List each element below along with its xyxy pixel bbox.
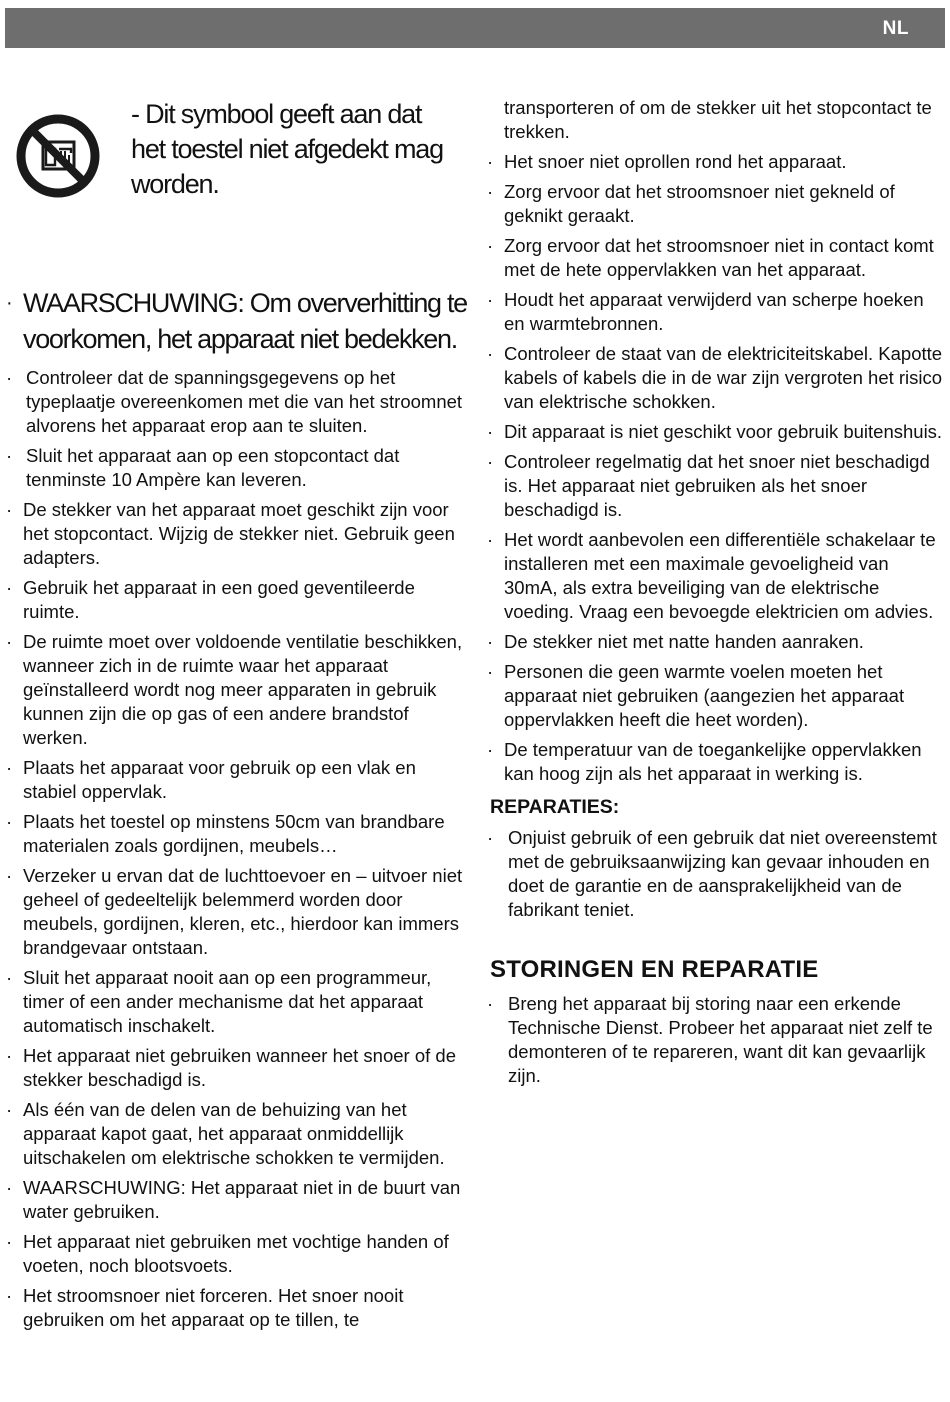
bullet: · [487, 343, 494, 364]
list-item-text: De temperatuur van de toegankelijke oppervlakken kan hoog zijn als het apparaat in werking is. [504, 739, 922, 784]
right-column [488, 96, 943, 1094]
list-item [488, 738, 943, 786]
list-item-text: Onjuist gebruik of een gebruik dat niet overeenstemt met de gebruiksaanwijzing kan gevaar inhouden en doet de garantie en de aansprakelijkheid van de fabrikant teniet. [508, 827, 937, 920]
bullet: · [6, 1099, 13, 1120]
bullet: · [6, 865, 13, 886]
list-item [7, 1098, 467, 1170]
section-title: STORINGEN EN REPARATIE [490, 956, 819, 983]
list-item-text: Het snoer niet oprollen rond het apparaat. [504, 151, 847, 172]
list-item [488, 180, 943, 228]
troubleshooting-list [488, 992, 943, 1088]
list-item-text: Als één van de delen van de behuizing van het apparaat kapot gaat, het apparaat onmiddellijk uitschakelen om elektrische schokken te vermijden. [23, 1099, 445, 1168]
left-column [7, 97, 467, 1338]
list-item [7, 444, 467, 492]
symbol-description: - Dit symbool geeft aan dat het toestel niet afgedekt mag worden. [131, 99, 443, 199]
list-item-text: Breng het apparaat bij storing naar een erkende Technische Dienst. Probeer het apparaat niet zelf te demonteren of te repareren, want dit kan gevaarlijk zijn. [508, 993, 933, 1086]
list-item [488, 450, 943, 522]
left-safety-list [7, 366, 467, 1332]
list-item-text: Verzeker u ervan dat de luchttoevoer en – uitvoer niet geheel of gedeeltelijk belemmerd worden door meubels, gordijnen, kleren, etc., hierdoor kan immers brandgevaar ontstaan. [23, 865, 463, 958]
list-item [7, 810, 467, 858]
list-item-text: Het stroomsnoer niet forceren. Het snoer nooit gebruiken om het apparaat op te tillen, te [23, 1285, 404, 1330]
list-item [7, 498, 467, 570]
list-item-text: Controleer dat de spanningsgegevens op het typeplaatje overeenkomen met die van het stroomnet alvorens het apparaat erop aan te sluiten. [26, 367, 463, 436]
list-item [7, 1284, 467, 1332]
list-item [488, 288, 943, 336]
list-item [488, 234, 943, 282]
list-item-text: De ruimte moet over voldoende ventilatie beschikken, wanneer zich in de ruimte waar het apparaat geïnstalleerd wordt nog meer apparaten in gebruik kunnen zijn die op gas of een andere brandstof werken. [23, 631, 463, 748]
header-bar [5, 8, 945, 48]
bullet: · [487, 529, 494, 550]
list-item-text: Houdt het apparaat verwijderd van scherpe hoeken en warmtebronnen. [504, 289, 924, 334]
overheating-warning [7, 285, 467, 357]
list-item [7, 756, 467, 804]
bullet: · [6, 967, 13, 988]
warning-text: WAARSCHUWING: Om oververhitting te voorkomen, het apparaat niet bedekken. [23, 288, 467, 354]
bullet: · [6, 811, 13, 832]
list-item [488, 342, 943, 414]
no-cover-icon [15, 113, 101, 199]
list-item [488, 992, 943, 1088]
list-item-text: Het wordt aanbevolen een differentiële schakelaar te installeren met een maximale gevoeligheid van 30mA, als extra beveiliging van de elektrische voeding. Vraag een bevoegde elektricien om advies. [504, 529, 936, 622]
list-item-text: De stekker van het apparaat moet geschikt zijn voor het stopcontact. Wijzig de stekker niet. Gebruik geen adapters. [23, 499, 455, 568]
list-item [488, 528, 943, 624]
bullet: · [487, 151, 494, 172]
bullet: · [6, 1285, 13, 1306]
list-item [7, 1176, 467, 1224]
bullet: · [487, 993, 494, 1014]
bullet: · [6, 292, 12, 314]
list-item [7, 366, 467, 438]
bullet: · [487, 661, 494, 682]
bullet: · [487, 289, 494, 310]
continued-text: transporteren of om de stekker uit het stopcontact te trekken. [504, 97, 932, 142]
list-item [7, 1230, 467, 1278]
list-item-text: Dit apparaat is niet geschikt voor gebruik buitenshuis. [504, 421, 943, 442]
bullet: · [487, 739, 494, 760]
bullet: · [6, 1177, 13, 1198]
list-item [488, 630, 943, 654]
list-item-text: Controleer de staat van de elektriciteitskabel. Kapotte kabels of kabels die in de war zijn vergroten het risico van elektrische schokken. [504, 343, 943, 412]
list-item [7, 630, 467, 750]
repairs-heading: REPARATIES: [490, 796, 620, 818]
bullet: · [6, 577, 13, 598]
repairs-list [488, 826, 943, 922]
list-item-text: Het apparaat niet gebruiken wanneer het snoer of de stekker beschadigd is. [23, 1045, 456, 1090]
list-item [488, 150, 943, 174]
list-item-text: Plaats het toestel op minstens 50cm van brandbare materialen zoals gordijnen, meubels… [23, 811, 445, 856]
list-item-text: Controleer regelmatig dat het snoer niet beschadigd is. Het apparaat niet gebruiken als het snoer beschadigd is. [504, 451, 930, 520]
list-item-text: Het apparaat niet gebruiken met vochtige handen of voeten, noch blootsvoets. [23, 1231, 449, 1276]
list-item-text: Sluit het apparaat nooit aan op een programmeur, timer of een ander mechanisme dat het apparaat automatisch inschakelt. [23, 967, 432, 1036]
list-item-text: Gebruik het apparaat in een goed geventileerde ruimte. [23, 577, 415, 622]
right-safety-list [488, 150, 943, 786]
list-item-text: Zorg ervoor dat het stroomsnoer niet in contact komt met de hete oppervlakken van het apparaat. [504, 235, 934, 280]
list-item-text: Plaats het apparaat voor gebruik op een vlak en stabiel oppervlak. [23, 757, 416, 802]
symbol-row [7, 97, 467, 285]
bullet: · [6, 445, 13, 466]
bullet: · [487, 235, 494, 256]
list-item [488, 826, 943, 922]
language-label: NL [882, 18, 909, 39]
list-item [7, 1044, 467, 1092]
bullet: · [487, 827, 494, 848]
bullet: · [6, 757, 13, 778]
list-item-text: Zorg ervoor dat het stroomsnoer niet gekneld of geknikt geraakt. [504, 181, 895, 226]
list-item [488, 660, 943, 732]
bullet: · [6, 1231, 13, 1252]
list-item [488, 420, 943, 444]
list-item [7, 966, 467, 1038]
bullet: · [6, 499, 13, 520]
list-item-text: WAARSCHUWING: Het apparaat niet in de buurt van water gebruiken. [23, 1177, 461, 1222]
bullet: · [6, 367, 13, 388]
list-item-text: Personen die geen warmte voelen moeten het apparaat niet gebruiken (aangezien het apparaat oppervlakken heeft die heet worden). [504, 661, 905, 730]
list-item-text: Sluit het apparaat aan op een stopcontact dat tenminste 10 Ampère kan leveren. [26, 445, 400, 490]
list-item-text: De stekker niet met natte handen aanraken. [504, 631, 864, 652]
bullet: · [487, 181, 494, 202]
bullet: · [6, 631, 13, 652]
list-item [7, 576, 467, 624]
bullet: · [487, 631, 494, 652]
bullet: · [487, 451, 494, 472]
bullet: · [6, 1045, 13, 1066]
list-item [7, 864, 467, 960]
bullet: · [487, 421, 494, 442]
